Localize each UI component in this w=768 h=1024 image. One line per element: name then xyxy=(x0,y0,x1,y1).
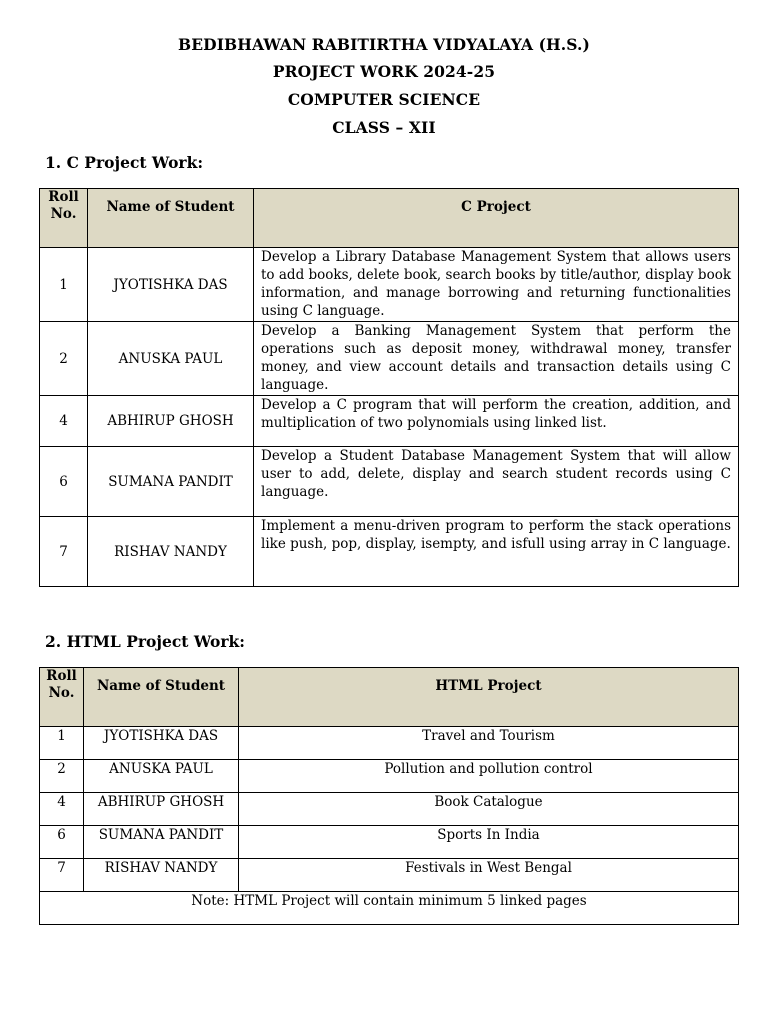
note-cell: Note: HTML Project will contain minimum 5 linked pages xyxy=(40,892,739,925)
name-header: Name of Student xyxy=(84,668,239,727)
project-header: HTML Project xyxy=(239,668,739,727)
student-name-cell: SUMANA PANDIT xyxy=(84,826,239,859)
project-title-cell: Pollution and pollution control xyxy=(239,760,739,793)
table-row xyxy=(40,517,739,587)
table-row xyxy=(40,859,739,892)
student-name-cell: ANUSKA PAUL xyxy=(84,760,239,793)
roll-header-line1: Roll xyxy=(46,668,77,684)
roll-cell: 4 xyxy=(40,793,84,826)
roll-header xyxy=(40,668,84,727)
roll-cell: 2 xyxy=(40,322,88,396)
roll-header xyxy=(40,189,88,248)
table-row xyxy=(40,727,739,760)
project-year-title: PROJECT WORK 2024-25 xyxy=(272,62,496,81)
table-row xyxy=(40,447,739,517)
project-title-cell: Festivals in West Bengal xyxy=(239,859,739,892)
roll-header-line2: No. xyxy=(50,206,77,222)
table-row xyxy=(40,396,739,447)
table-row xyxy=(40,793,739,826)
roll-cell: 1 xyxy=(40,727,84,760)
project-title-cell: Travel and Tourism xyxy=(239,727,739,760)
c-project-table xyxy=(39,188,739,587)
school-name: BEDIBHAWAN RABITIRTHA VIDYALAYA (H.S.) xyxy=(178,35,590,54)
html-project-table xyxy=(39,667,739,925)
student-name-cell: ABHIRUP GHOSH xyxy=(88,396,254,447)
student-name-cell: SUMANA PANDIT xyxy=(88,447,254,517)
roll-cell: 6 xyxy=(40,826,84,859)
roll-header-line1: Roll xyxy=(48,189,79,205)
student-name-cell: ANUSKA PAUL xyxy=(88,322,254,396)
name-header: Name of Student xyxy=(88,189,254,248)
subject-title: COMPUTER SCIENCE xyxy=(287,90,481,109)
roll-cell: 1 xyxy=(40,248,88,322)
roll-header-line2: No. xyxy=(48,685,75,701)
student-name-cell: RISHAV NANDY xyxy=(88,517,254,587)
roll-cell: 6 xyxy=(40,447,88,517)
note-row xyxy=(40,892,739,925)
table-row xyxy=(40,760,739,793)
table-row xyxy=(40,322,739,396)
project-description-cell: Develop a Banking Management System that perform the operations such as deposit money, withdrawal money, transfer money, and view account details and transaction details using C language. xyxy=(254,322,739,396)
roll-cell: 7 xyxy=(40,517,88,587)
roll-cell: 2 xyxy=(40,760,84,793)
project-description-cell: Develop a Library Database Management System that allows users to add books, delete book, search books by title/author, display book information, and manage borrowing and returning functionalities using C language. xyxy=(254,248,739,322)
student-name-cell: ABHIRUP GHOSH xyxy=(84,793,239,826)
table-header-row xyxy=(40,189,739,248)
project-description-cell: Develop a C program that will perform the creation, addition, and multiplication of two polynomials using linked list. xyxy=(254,396,739,447)
project-title-cell: Book Catalogue xyxy=(239,793,739,826)
table-header-row xyxy=(40,668,739,727)
class-title: CLASS – XII xyxy=(332,118,436,137)
roll-cell: 4 xyxy=(40,396,88,447)
project-description-cell: Develop a Student Database Management System that will allow user to add, delete, display and search student records using C language. xyxy=(254,447,739,517)
c-section-title: 1. C Project Work: xyxy=(45,153,204,172)
table-row xyxy=(40,248,739,322)
student-name-cell: JYOTISHKA DAS xyxy=(88,248,254,322)
project-title-cell: Sports In India xyxy=(239,826,739,859)
roll-cell: 7 xyxy=(40,859,84,892)
project-description-cell: Implement a menu-driven program to perform the stack operations like push, pop, display, isempty, and isfull using array in C language. xyxy=(254,517,739,587)
html-section-title: 2. HTML Project Work: xyxy=(45,632,245,651)
student-name-cell: RISHAV NANDY xyxy=(84,859,239,892)
student-name-cell: JYOTISHKA DAS xyxy=(84,727,239,760)
project-header: C Project xyxy=(254,189,739,248)
table-row xyxy=(40,826,739,859)
